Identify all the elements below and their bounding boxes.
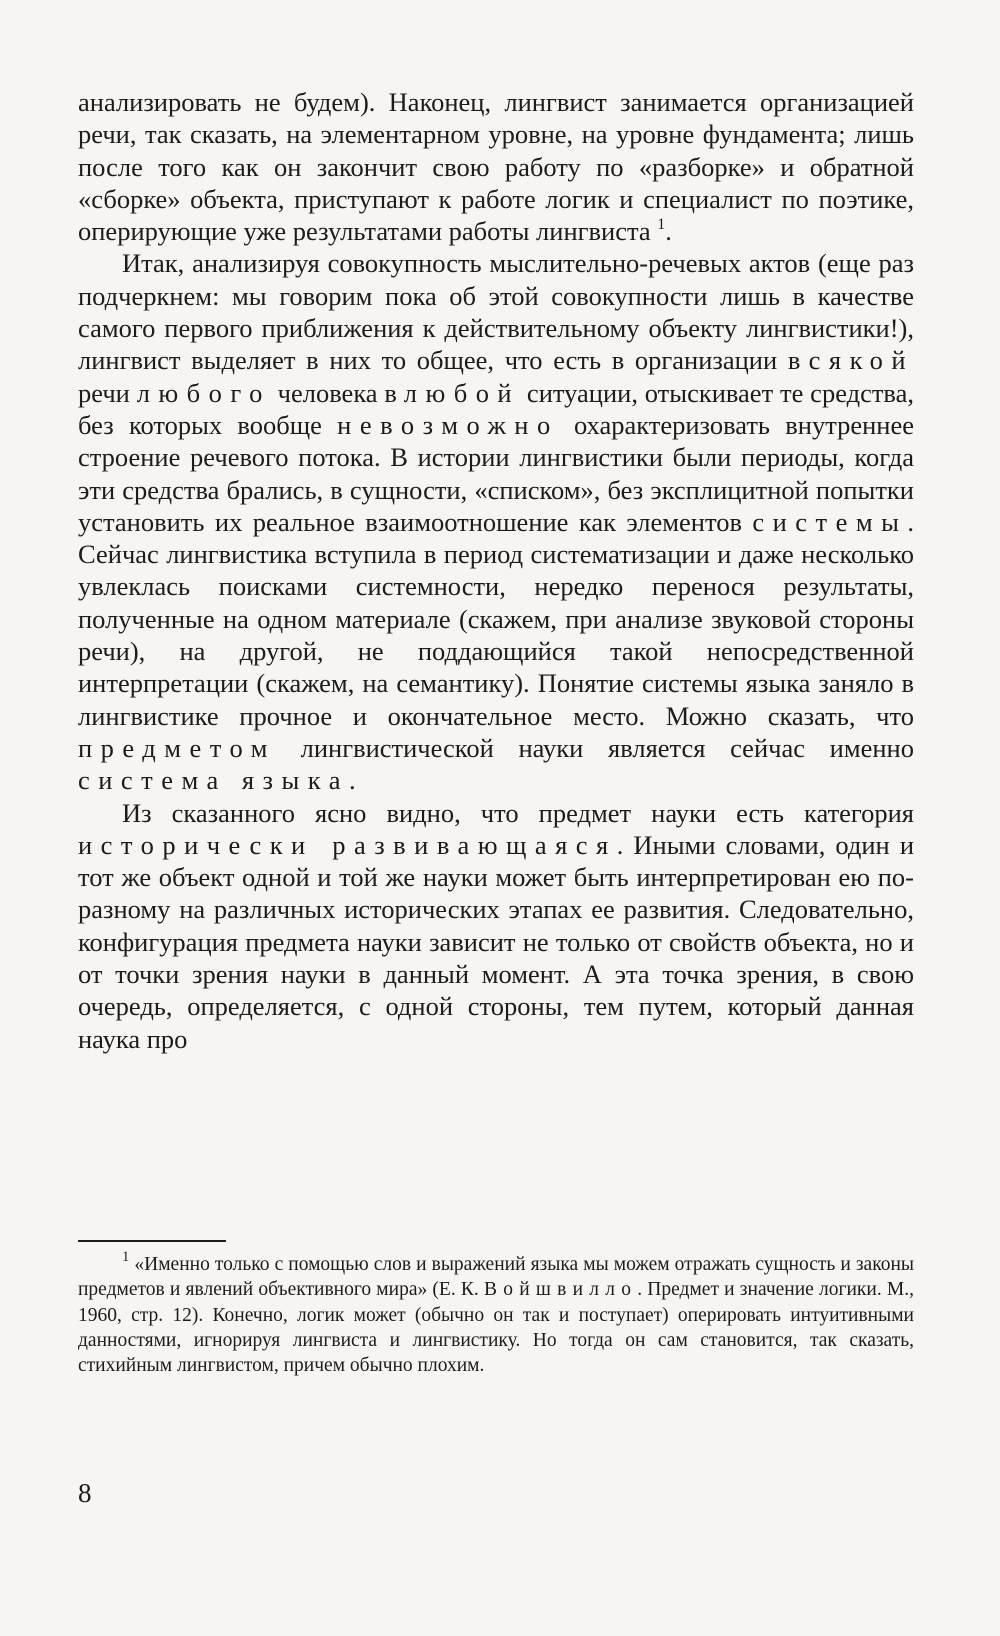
footnote-text-b: . Предмет и значение логики. М., 1960, стр. 12). Конечно, логик может (обычно он так и поступает) оперировать интуитивными данностями, игнорируя лингвиста и лингвистику. Но тогда он сам становится, так сказать, стихийным лингвистом, причем обычно плохим. xyxy=(78,1279,914,1377)
emphasis-lyuboy: любой xyxy=(403,377,521,408)
footnote-divider xyxy=(78,1240,226,1242)
emphasis-predmetom: предметом xyxy=(78,732,276,763)
p2-text-i: охарактеризовать внутреннее строение речевого потока. В истории лингвистики были периоды, когда эти средства брались, в сущности, «списком», без эксплицитной попытки установить их реальное взаимоотношение как элементов xyxy=(78,409,915,537)
paragraph-1-text: анализировать не будем). Наконец, лингвист занимается организацией речи, так сказать, на элементарном уровне, на уровне фундамента; лишь после того как он закончит свою работу по «разборке» и обратной «сборке» объекта, приступают к работе логик и специалист по поэтике, оперирующие уже результатами работы лингвиста xyxy=(78,87,914,247)
emphasis-lyubogo: любого xyxy=(136,377,271,408)
p2-text-a: Итак, анализируя совокупность мыслительно-речевых актов (еще раз подчеркнем: мы говорим пока об этой совокупности лишь в качестве самого первого приближения к действительному объекту лингвистики!), лингвист выделяет в них то общее, что есть в организации xyxy=(78,248,914,376)
footnote-author: Войшвилло xyxy=(484,1279,638,1301)
footnote xyxy=(78,1249,914,1378)
paragraph-1-end: . xyxy=(665,216,672,247)
footnote-text-a: «Именно только с помощью слов и выражений языка мы можем отражать сущность и законы предметов и явлений объективного мира» (Е. К. xyxy=(78,1254,914,1301)
page-number: 8 xyxy=(78,1478,92,1508)
p2-text-o: . xyxy=(348,765,356,796)
paragraph-1 xyxy=(78,86,914,247)
main-text xyxy=(78,86,914,1055)
p2-text-c: речи xyxy=(78,377,137,408)
emphasis-vsyakoy: всякой xyxy=(787,345,914,376)
p2-text-g: ситуации, отыскивает те средства, без которых вообще xyxy=(78,377,914,440)
footnote-mark: 1 xyxy=(122,1249,130,1266)
p2-text-e: человека в xyxy=(270,377,404,408)
p3-text-a: Из сказанного ясно видно, что предмет науки есть категория xyxy=(122,797,914,828)
p3-text-c: . Иными словами, один и тот же объект одной и той же науки может быть интерпретирован ею по-разному на различных исторических этапах ее развития. Следовательно, конфигурация предмета науки зависит не только от свойств объекта, но и от точки зрения науки в данный момент. А эта точка зрения, в свою очередь, определяется, с одной стороны, тем путем, который данная наука про xyxy=(78,829,914,1054)
paragraph-2 xyxy=(78,247,914,796)
emphasis-sistemy: системы xyxy=(752,506,908,537)
p2-text-k: . Сейчас лингвистика вступила в период систематизации и даже несколько увлеклась поисками системности, нередко перенося результаты, полученные на одном материале (скажем, при анализе звуковой стороны речи), на другой, не поддающийся такой непосредственной интерпретации (скажем, на семантику). Понятие системы языка заняло в лингвистике прочное и окончательное место. Можно сказать, что xyxy=(78,506,914,731)
paragraph-3 xyxy=(78,797,914,1055)
footnote-reference: 1 xyxy=(657,216,666,234)
emphasis-sistema-yazyka: система языка xyxy=(78,765,349,796)
emphasis-nevozmozhno: невозможно xyxy=(337,409,559,440)
p2-text-m: лингвистической науки является сейчас именно xyxy=(275,732,914,763)
emphasis-istoricheski: исторически развивающаяся xyxy=(78,829,617,860)
